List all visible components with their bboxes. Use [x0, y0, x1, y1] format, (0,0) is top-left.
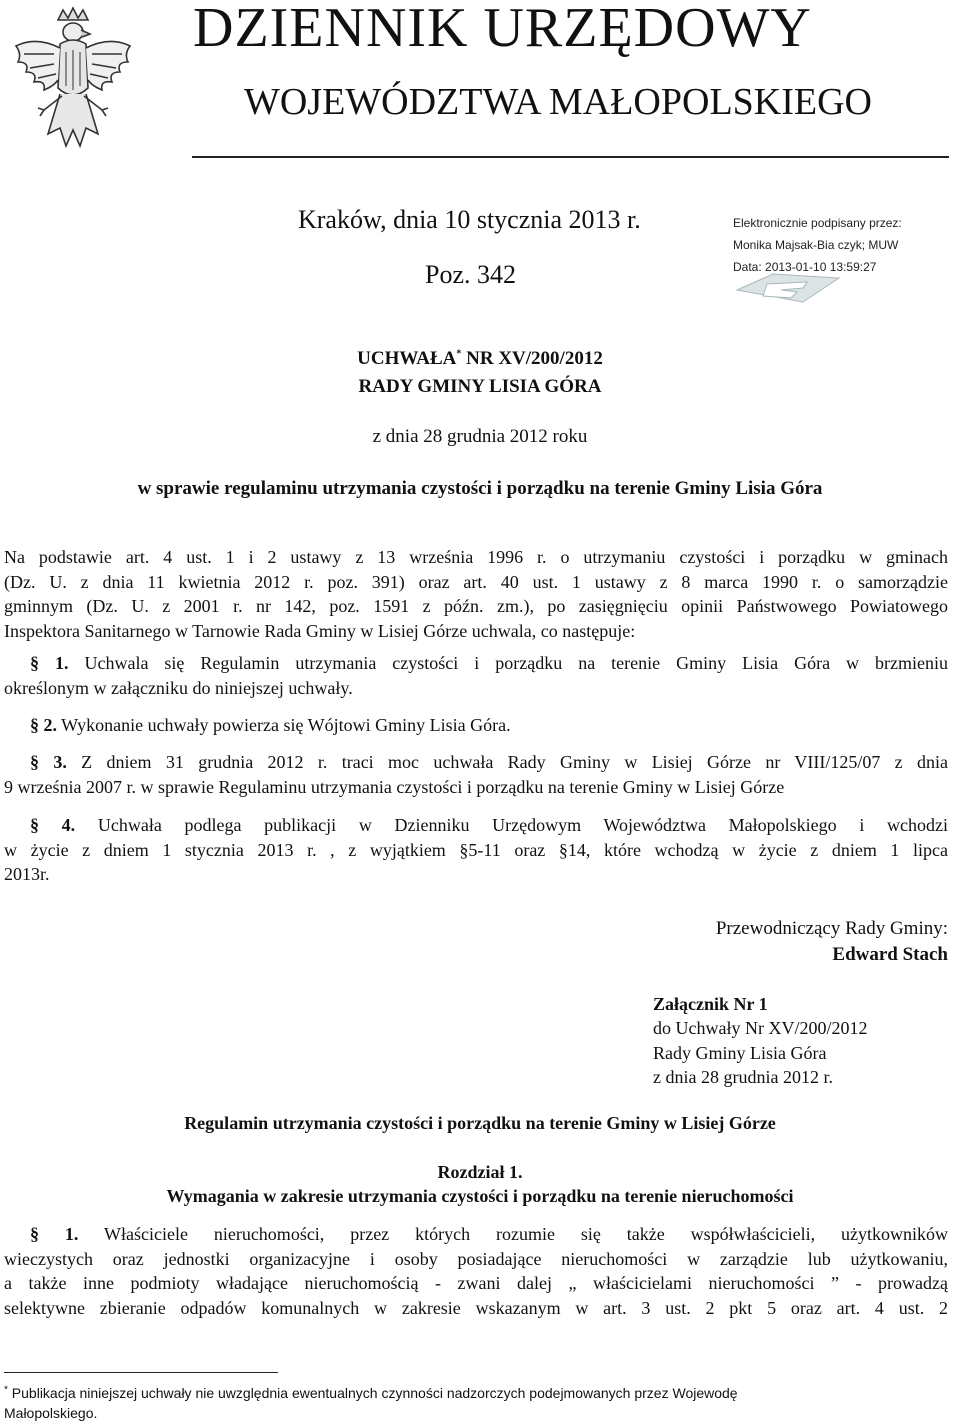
resolution-council: RADY GMINY LISIA GÓRA	[358, 376, 602, 397]
preamble-line: (Dz. U. z dnia 11 kwietnia 2012 r. poz. 391) oraz art. 40 ust. 1 ustawy z 8 marca 1990 r. o samorządzie	[4, 571, 948, 592]
regulation-paragraph-1: § 1. Właściciele nieruchomości, przez których rozumie się także współwłaścicieli, użytkowników wieczystych oraz jednostki organizacyjne i osoby posiadające nieruchomości w zarządzie lub użytkowaniu, a także inne podmioty władające nieruchomością - zwani dalej „ właścicielami nieruchomości ” - prowadzą selektywne zbieranie odpadów komunalnych w zakresie wskazanym w art. 3 ust. 2 pkt 5 oraz art. 4 ust. 2	[4, 1224, 948, 1318]
resolution-title: UCHWAŁA* NR XV/200/2012	[357, 348, 603, 369]
chapter-title: Wymagania w zakresie utrzymania czystości i porządku na terenie nieruchomości	[166, 1186, 794, 1206]
preamble-line: Na podstawie art. 4 ust. 1 i 2 ustawy z 13 września 1996 r. o utrzymaniu czystości i porządku w gminach	[4, 547, 948, 567]
resolution-topic: w sprawie regulaminu utrzymania czystości i porządku na terenie Gminy Lisia Góra	[137, 478, 823, 499]
header-divider	[192, 156, 949, 158]
attachment-header	[653, 992, 867, 1090]
preamble	[4, 545, 948, 643]
footnote-marker: *	[4, 1384, 8, 1396]
section-number: § 1.	[30, 653, 69, 673]
regulation-title: Regulamin utrzymania czystości i porządku na terenie Gminy w Lisiej Górze	[184, 1113, 776, 1133]
resolution-date: z dnia 28 grudnia 2012 roku	[372, 426, 588, 447]
chapter-number: Rozdział 1.	[437, 1162, 523, 1182]
section-number: § 3.	[30, 752, 67, 772]
section-2: § 2. Wykonanie uchwały powierza się Wójtowi Gminy Lisia Góra.	[30, 715, 511, 735]
signature-line: Elektronicznie podpisany przez:	[733, 216, 902, 230]
signature-date: Data: 2013-01-10 13:59:27	[733, 260, 877, 274]
chairman-name: Edward Stach	[832, 944, 948, 965]
section-4: § 4. Uchwała podlega publikacji w Dzienniku Urzędowym Województwa Małopolskiego i wchodzi w życie z dniem 1 stycznia 2013 r. , z wyjątkiem §5-11 oraz §14, które wchodzą w życie z dniem 1 lipca 2013r.	[4, 815, 949, 885]
footnote-marker: *	[456, 348, 462, 360]
journal-subtitle: WOJEWÓDZTWA MAŁOPOLSKIEGO	[244, 81, 872, 123]
eagle-emblem-icon	[8, 6, 138, 156]
preamble-line: Inspektora Sanitarnego w Tarnowie Rada Gminy w Lisiej Górze uchwala, co następuje:	[4, 620, 636, 641]
section-number: § 1.	[30, 1224, 79, 1244]
section-number: § 2.	[30, 715, 57, 735]
attachment-line: z dnia 28 grudnia 2012 r.	[653, 1067, 833, 1088]
attachment-line: Rady Gminy Lisia Góra	[653, 1042, 827, 1063]
journal-title: DZIENNIK URZĘDOWY	[193, 0, 812, 59]
attachment-line: do Uchwały Nr XV/200/2012	[653, 1018, 868, 1039]
preamble-line: gminnym (Dz. U. z 2001 r. nr 142, poz. 1591 z późn. zm.), po zasięgnięciu opinii Państwowego Powiatowego	[4, 596, 948, 617]
section-3: § 3. Z dniem 31 grudnia 2012 r. traci moc uchwała Rady Gminy w Lisiej Górze nr VIII/125/07 z dnia 9 września 2007 r. w sprawie Regulaminu utrzymania czystości i porządku na terenie Gminy w Lisiej Górze	[4, 752, 948, 797]
signature-stamp-icon	[733, 270, 843, 306]
place-date: Kraków, dnia 10 stycznia 2013 r.	[298, 205, 641, 234]
attachment-title: Załącznik Nr 1	[653, 994, 768, 1014]
position-number: Poz. 342	[425, 260, 516, 289]
electronic-signature	[733, 212, 902, 278]
section-number: § 4.	[30, 815, 76, 835]
chairman-role: Przewodniczący Rady Gminy:	[715, 918, 948, 939]
section-1: § 1. Uchwala się Regulamin utrzymania czystości i porządku na terenie Gminy Lisia Góra w brzmieniu określonym w załączniku do niniejszej uchwały.	[4, 653, 948, 698]
footnote: * Publikacja niniejszej uchwały nie uwzględnia ewentualnych czynności nadzorczych podejmowanych przez Wojewodę Małopolskiego.	[4, 1384, 738, 1421]
signature-signer: Monika Majsak-Bia czyk; MUW	[733, 238, 899, 252]
footnote-divider	[4, 1372, 278, 1373]
